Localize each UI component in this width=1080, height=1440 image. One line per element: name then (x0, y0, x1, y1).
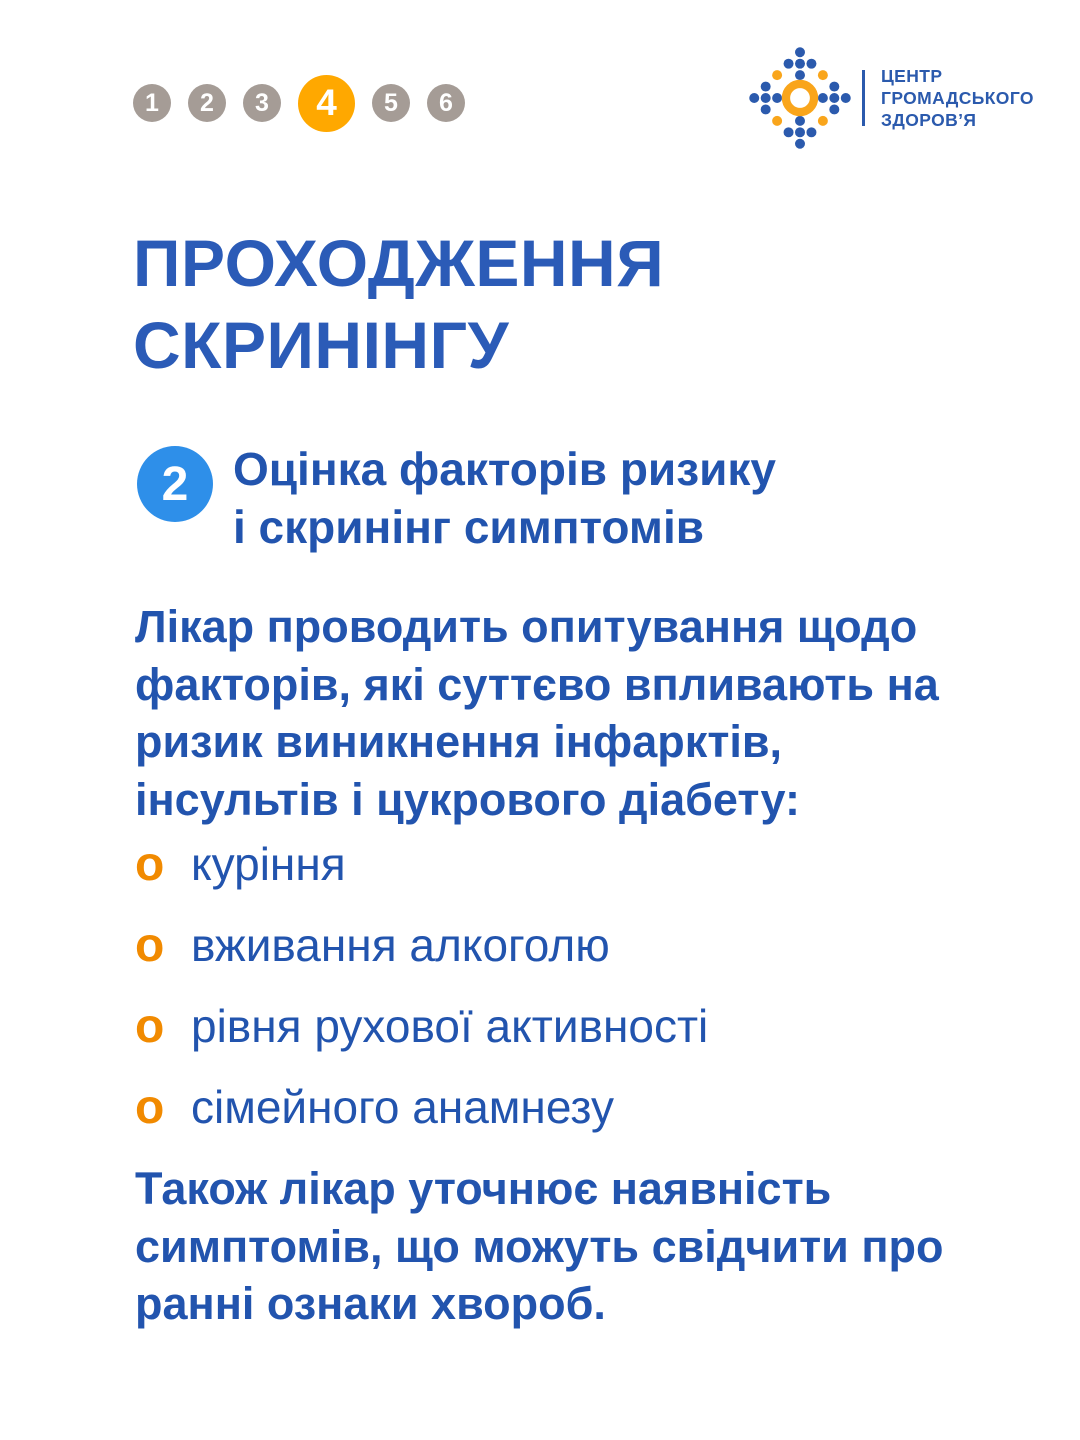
outro-line-3: ранні ознаки хвороб. (135, 1278, 606, 1329)
outro-paragraph (135, 1160, 944, 1333)
logo-line-1: ЦЕНТР (881, 66, 943, 86)
page-title-line-2: СКРИНІНГУ (133, 308, 510, 382)
step-dot-6: 6 (427, 84, 465, 122)
bullet-icon: o (135, 918, 165, 972)
step-indicator (133, 74, 465, 132)
logo-separator (862, 70, 865, 126)
intro-line-3: ризик виникнення інфарктів, (135, 716, 783, 767)
logo-wordmark (881, 65, 1034, 131)
list-item-label: сімейного анамнезу (191, 1081, 614, 1133)
intro-paragraph (135, 598, 939, 828)
step-dot-5: 5 (372, 84, 410, 122)
page-title (133, 222, 664, 386)
list-item (135, 999, 709, 1053)
section-heading-line-1: Оцінка факторів ризику (233, 443, 776, 495)
intro-line-4: інсультів і цукрового діабету: (135, 773, 800, 825)
step-dot-3: 3 (243, 84, 281, 122)
outro-line-2: симптомів, що можуть свідчити про (135, 1220, 944, 1272)
list-item-label: вживання алкоголю (191, 919, 610, 971)
list-item (135, 918, 708, 972)
list-item-label: куріння (191, 838, 346, 890)
bullet-icon: o (135, 999, 165, 1053)
list-item (135, 1080, 708, 1134)
step-2-badge-number: 2 (161, 457, 189, 511)
outro-line-1: Також лікар уточнює наявність (135, 1163, 832, 1214)
page-title-line-1: ПРОХОДЖЕННЯ (133, 226, 665, 300)
logo (748, 46, 1034, 150)
logo-line-3: ЗДОРОВ’Я (881, 110, 977, 130)
section-heading-line-2: і скринінг симптомів (233, 501, 705, 553)
step-dot-2: 2 (188, 84, 226, 122)
bullet-icon: o (135, 837, 165, 891)
list-item (135, 837, 708, 891)
step-dot-1: 1 (133, 84, 171, 122)
logo-dots-icon (748, 46, 852, 150)
logo-line-2: ГРОМАДСЬКОГО (881, 88, 1034, 108)
intro-line-2: факторів, які суттєво впливають на (135, 658, 939, 710)
risk-factors-list (135, 837, 709, 1164)
section-heading (137, 440, 776, 556)
intro-line-1: Лікар проводить опитування щодо (135, 601, 918, 652)
step-dot-4: 4 (298, 75, 355, 132)
step-2-badge (137, 446, 213, 522)
section-heading-text (233, 440, 776, 556)
bullet-icon: o (135, 1080, 165, 1134)
list-item-label: рівня рухової активності (191, 1000, 709, 1052)
